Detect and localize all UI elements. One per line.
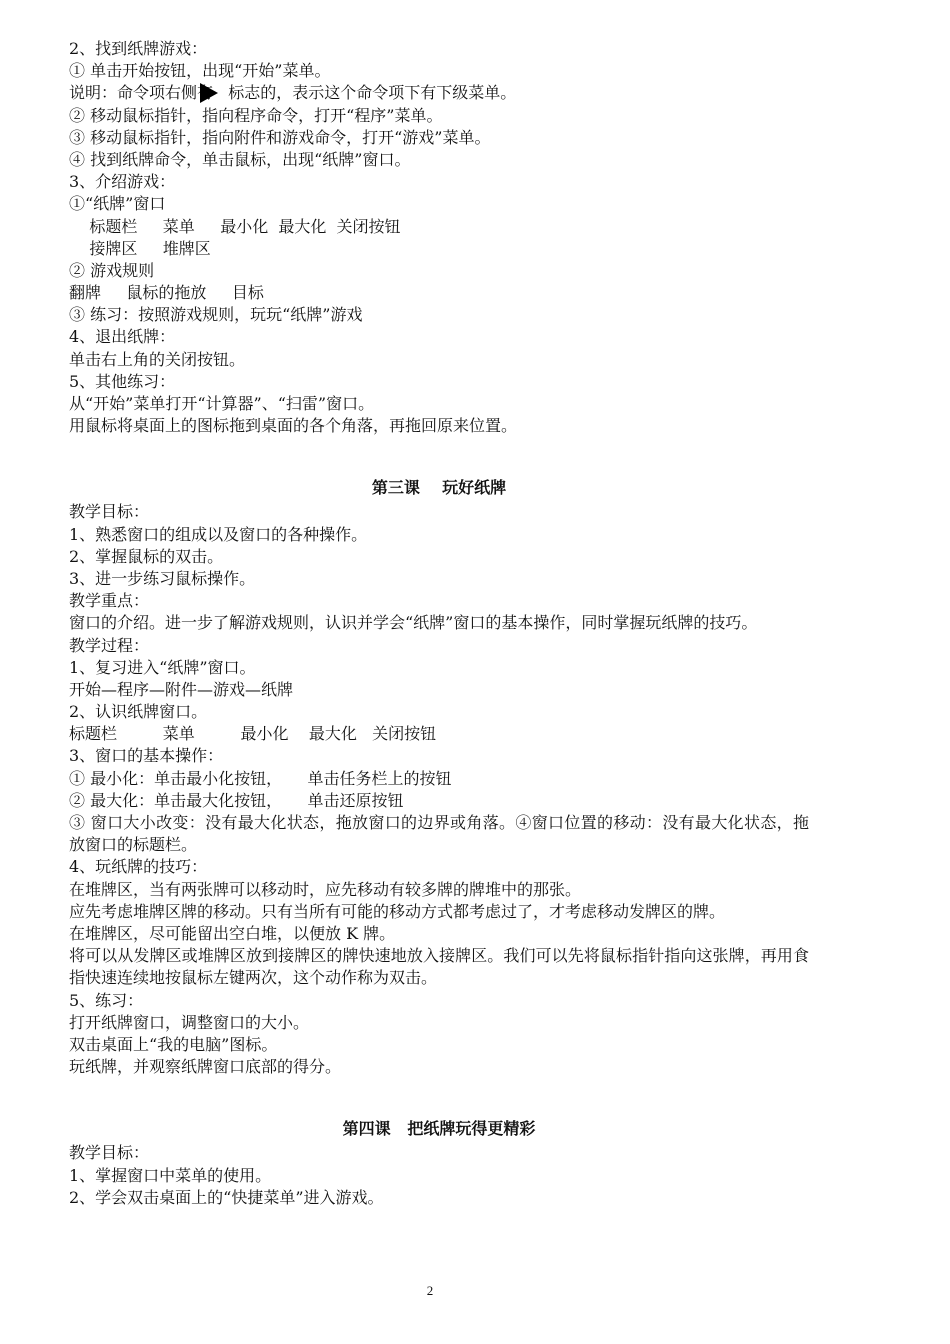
text-line: 2、找到纸牌游戏： — [69, 39, 208, 58]
text-line: 2、掌握鼠标的双击。 — [69, 546, 224, 566]
text-line: 单击右上角的关闭按钮。 — [69, 349, 246, 369]
text-line: 双击桌面上“我的电脑”图标。 — [69, 1034, 278, 1054]
text-line: 4、玩纸牌的技巧： — [69, 857, 208, 877]
text-line: 接牌区 堆牌区 — [69, 238, 211, 258]
paragraph: ③ 窗口大小改变：没有最大化状态，拖放窗口的边界或角落。④窗口位置的移动：没有最大化状态，拖放窗口的标题栏。 — [69, 813, 809, 855]
text-line: 开始—程序—附件—游戏—纸牌 — [69, 679, 294, 699]
text-line: ①“纸牌”窗口 — [69, 194, 166, 214]
triangle-right-icon — [200, 83, 218, 103]
text-line: ① 单击开始按钮，出现“开始”菜单。 — [69, 61, 331, 81]
lesson3-title: 第三课 玩好纸牌 — [371, 478, 507, 498]
text-line: 标题栏 菜单 最小化 最大化 关闭按钮 — [69, 724, 437, 744]
text-line: 1、熟悉窗口的组成以及窗口的各种操作。 — [69, 524, 368, 544]
document-page — [69, 38, 809, 1209]
text-line: ④ 找到纸牌命令，单击鼠标，出现“纸牌”窗口。 — [69, 149, 411, 169]
text-line: 教学目标： — [69, 502, 150, 522]
text-line: 教学重点： — [69, 591, 150, 611]
text-line: 2、认识纸牌窗口。 — [69, 702, 208, 722]
paragraph: 窗口的介绍。进一步了解游戏规则，认识并学会“纸牌”窗口的基本操作，同时掌握玩纸牌的技巧。 — [69, 613, 758, 633]
text-line: 3、介绍游戏： — [69, 172, 176, 192]
text-line: 打开纸牌窗口，调整窗口的大小。 — [69, 1012, 310, 1032]
text-line: 在堆牌区，当有两张牌可以移动时，应先移动有较多牌的牌堆中的那张。 — [69, 879, 582, 899]
text-line: 1、掌握窗口中菜单的使用。 — [69, 1165, 272, 1185]
text-line: 用鼠标将桌面上的图标拖到桌面的各个角落，再拖回原来位置。 — [69, 416, 518, 436]
text-line: ② 最大化：单击最大化按钮， 单击还原按钮 — [69, 790, 404, 810]
text-line: 翻牌 鼠标的拖放 目标 — [69, 283, 264, 303]
text-line: 4、退出纸牌： — [69, 327, 176, 347]
text-line: ② 游戏规则 — [69, 260, 155, 280]
page-number: 2 — [426, 1283, 434, 1298]
text-line: 教学目标： — [69, 1143, 150, 1163]
lesson4-section — [69, 1116, 809, 1209]
paragraph: 将可以从发牌区或堆牌区放到接牌区的牌快速地放入接牌区。我们可以先将鼠标指针指向这张牌，再用食指快速连续地按鼠标左键两次，这个动作称为双击。 — [69, 946, 809, 988]
text-line: 5、其他练习： — [69, 371, 176, 391]
text-line: 在堆牌区，尽可能留出空白堆，以便放 K 牌。 — [69, 924, 396, 943]
text-line: 玩纸牌，并观察纸牌窗口底部的得分。 — [69, 1057, 342, 1077]
text-line: ③ 练习：按照游戏规则，玩玩“纸牌”游戏 — [69, 305, 363, 325]
text-line: 2、学会双击桌面上的“快捷菜单”进入游戏。 — [69, 1187, 384, 1207]
text-line: ① 最小化：单击最小化按钮， 单击任务栏上的按钮 — [69, 768, 452, 788]
spacer — [69, 1078, 809, 1102]
text-line: ③ 移动鼠标指针，指向附件和游戏命令，打开“游戏”菜单。 — [69, 127, 491, 147]
text-line: 3、窗口的基本操作： — [69, 746, 224, 766]
spacer — [69, 437, 809, 461]
text-line: 5、练习： — [69, 990, 144, 1010]
paragraph: 应先考虑堆牌区牌的移动。只有当所有可能的移动方式都考虑过了，才考虑移动发牌区的牌。 — [69, 901, 726, 921]
text-line: 1、复习进入“纸牌”窗口。 — [69, 657, 256, 677]
section1-block — [69, 38, 809, 437]
lesson3-section — [69, 475, 809, 1078]
text-line: 教学过程： — [69, 635, 150, 655]
text-line: 3、进一步练习鼠标操作。 — [69, 568, 256, 588]
text-line: 标题栏 菜单 最小化 最大化 关闭按钮 — [69, 216, 401, 236]
lesson4-title: 第四课 把纸牌玩得更精彩 — [342, 1119, 536, 1139]
text-line: 从“开始”菜单打开“计算器”、“扫雷”窗口。 — [69, 394, 375, 413]
text-line: ② 移动鼠标指针，指向程序命令，打开“程序”菜单。 — [69, 105, 443, 125]
text-line: 说明：命令项右侧有 标志的，表示这个命令项下有下级菜单。 — [69, 83, 517, 103]
